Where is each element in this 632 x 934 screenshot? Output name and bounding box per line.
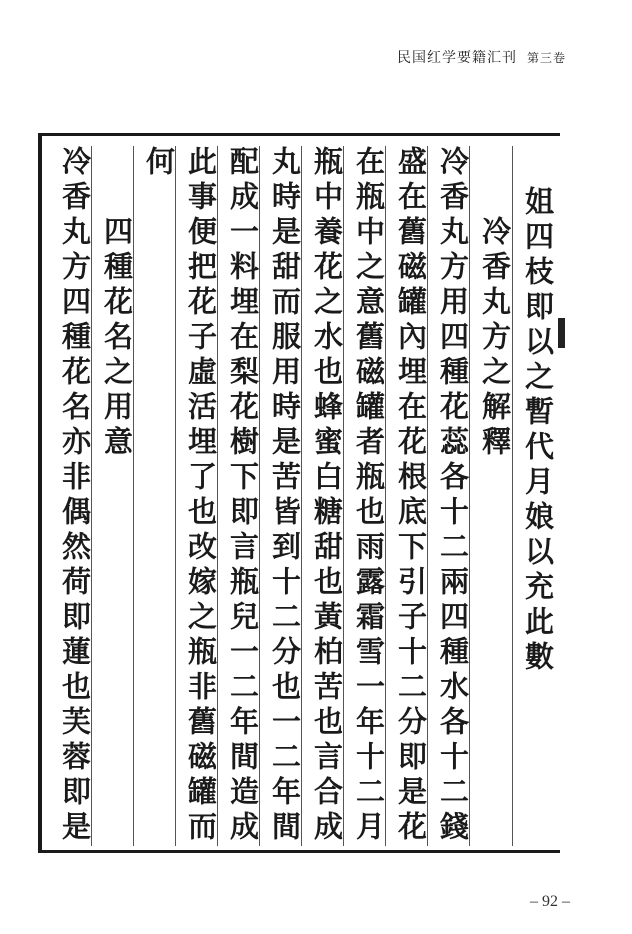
text-column: 此事便把花子虛活埋了也改嫁之瓶非舊磁罐而 bbox=[184, 146, 218, 846]
text-frame bbox=[38, 133, 560, 853]
text-column: 姐四枝即以之暫代月娘以充此數 bbox=[521, 186, 555, 676]
volume-label: 第三卷 bbox=[526, 51, 566, 65]
book-title: 民国红学要籍汇刊 bbox=[396, 50, 517, 66]
edge-tab-mark bbox=[558, 318, 565, 348]
text-column: 丸時是甜而服用時是苦皆到十二分也一二年間 bbox=[268, 146, 302, 846]
text-column: 盛在舊磁罐內埋在花根底下引子十二分即是花 bbox=[394, 146, 428, 846]
text-column: 在瓶中之意舊磁罐者瓶也雨露霜雪一年十二月 bbox=[352, 146, 386, 846]
text-column: 何 bbox=[142, 146, 176, 181]
section-heading: 冷香丸方之解釋 bbox=[478, 216, 512, 461]
running-header bbox=[397, 47, 566, 67]
text-column: 瓶中養花之水也蜂蜜白糖甜也黃柏苦也言合成 bbox=[310, 146, 344, 846]
section-heading: 四種花名之用意 bbox=[100, 216, 134, 461]
text-column: 冷香丸方四種花名亦非偶然荷即蓮也芙蓉即是 bbox=[58, 146, 92, 846]
text-column: 配成一料埋在梨花樹下即言瓶兒一二年間造成 bbox=[226, 146, 260, 846]
text-column: 冷香丸方用四種花蕊各十二兩四種水各十二錢 bbox=[436, 146, 470, 846]
page-number: – 92 – bbox=[530, 893, 570, 910]
